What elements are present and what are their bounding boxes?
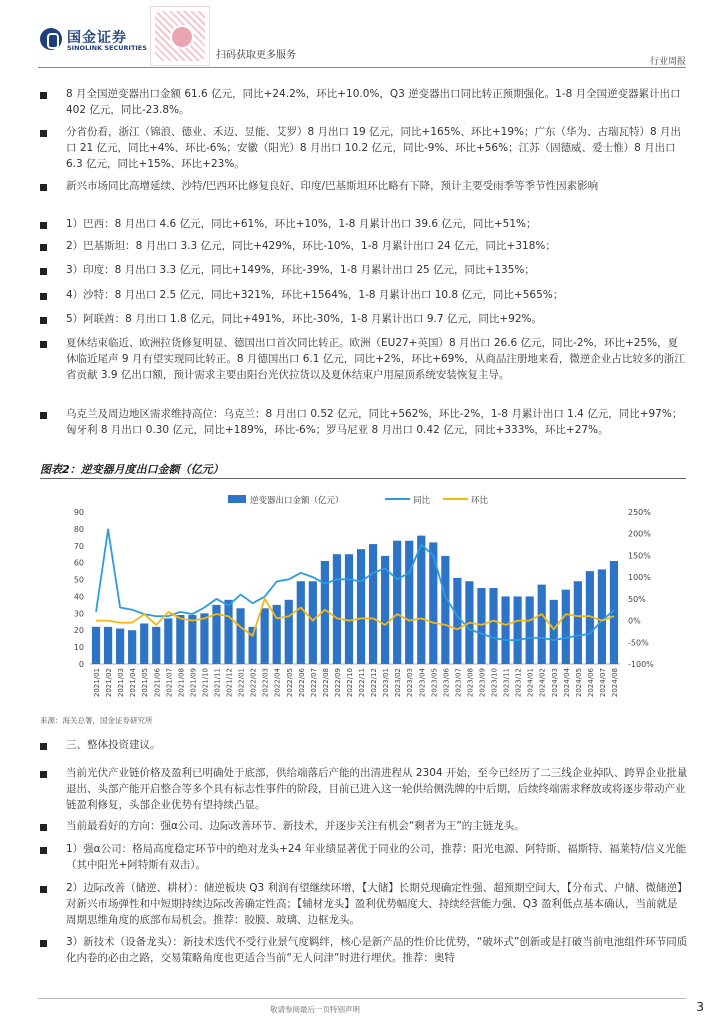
bar (345, 554, 353, 664)
export-chart (40, 482, 686, 707)
x-axis-tick: 2022/01 (237, 668, 246, 698)
x-axis-tick: 2022/04 (273, 668, 282, 698)
x-axis-tick: 2021/07 (165, 668, 174, 698)
footer-disclaimer: 敬请参阅最后一页特别声明 (270, 1005, 360, 1014)
qr-code-icon[interactable] (150, 6, 210, 66)
bullet-text: 当前光伏产业链价格及盈利已明确处于底部，供给端落后产能的出清进程从 2304 开始，至今已经历了二三线企业掉队、跨界企业批量退出、头部产能开启整合等多个具有标志性事件的阶段，目前已进入这一轮供给侧洗牌的中后期，后续终端需求释放或将逐步带动产业链盈利修复，头部企业优势有望持续凸显。 (66, 767, 688, 811)
x-axis-tick: 2022/07 (309, 668, 318, 698)
bar (501, 596, 509, 664)
logo-text-cn: 国金证券 (67, 30, 127, 46)
right-axis-tick: 100% (628, 573, 651, 583)
left-axis-tick: 70 (73, 541, 84, 551)
x-axis-tick: 2023/07 (454, 668, 463, 698)
left-axis-tick: 10 (73, 643, 84, 653)
bar (333, 554, 341, 664)
x-axis-tick: 2021/09 (189, 668, 198, 698)
x-axis-tick: 2021/08 (177, 668, 186, 698)
bar (417, 536, 425, 664)
bullet-text: 1）巴西：8 月出口 4.6 亿元，同比+61%，环比+10%，1-8 月累计出口 39.6 亿元，同比+51%； (66, 218, 537, 230)
bar (104, 627, 112, 664)
bar (574, 581, 582, 664)
right-axis-tick: 250% (628, 508, 651, 517)
x-axis-tick: 2023/09 (478, 668, 487, 698)
bar (152, 627, 160, 664)
bar (562, 590, 570, 664)
bullet-text: 夏休结束临近、欧洲拉货修复明显、德国出口首次同比转正。欧洲（EU27+英国）8 月出口 26.6 亿元，同比-2%，环比+25%，夏休临近尾声 9 月有望实现同比转正。8 月德国出口 6.1 亿元，同比+2%，环比+69%，从商品注册地来看，微逆企业占比较多的浙江省贡献 3.9 亿出口额，预计需求主要由阳台光伏拉货以及夏休结束户用屋顶系统安装恢复主导。 (66, 337, 685, 381)
left-axis-tick: 0 (78, 660, 84, 669)
x-axis-tick: 2023/01 (382, 668, 391, 698)
bar (164, 618, 172, 664)
left-axis-tick: 40 (73, 592, 84, 602)
bar (200, 613, 208, 664)
bullet-text: 1）强α公司：格局高度稳定环节中的绝对龙头+24 年业绩显著优于同业的公司，推荐：阳光电源、阿特斯、福斯特、福莱特/信义光能（其中阳光+阿特斯有双击）。 (66, 843, 687, 871)
bar (116, 629, 124, 664)
bar (489, 588, 497, 664)
x-axis-tick: 2022/10 (345, 668, 354, 698)
bullet-text: 3）印度：8 月出口 3.3 亿元，同比+149%，环比-39%，1-8 月累计出口 25 亿元，同比+135%； (66, 264, 535, 276)
x-axis-tick: 2023/02 (394, 668, 403, 698)
report-type: 行业周报 (649, 57, 686, 67)
bar (393, 541, 401, 664)
x-axis-tick: 2022/06 (297, 668, 306, 698)
bar (297, 581, 305, 664)
company-logo-icon (40, 28, 62, 50)
bar (285, 600, 293, 664)
left-axis-tick: 20 (73, 626, 84, 636)
bar (526, 596, 534, 664)
x-axis-tick: 2022/02 (249, 668, 258, 698)
bullet-text: 乌克兰及周边地区需求维持高位：乌克兰：8 月出口 0.52 亿元，同比+562%，环比-2%，1-8 月累计出口 1.4 亿元，同比+97%；匈牙利 8 月出口 0.30 亿元，同比+189%，环比-6%；罗马尼亚 8 月出口 0.42 亿元，同比+333%，环比+27%。 (66, 408, 683, 436)
x-axis-tick: 2024/07 (598, 668, 607, 698)
x-axis-tick: 2021/03 (117, 668, 126, 698)
x-axis-tick: 2024/03 (550, 668, 559, 698)
bar (261, 608, 269, 664)
bullet-text: 4）沙特：8 月出口 2.5 亿元，同比+321%，环比+1564%，1-8 月累计出口 10.8 亿元，同比+565%； (66, 289, 564, 301)
x-axis-tick: 2021/01 (93, 668, 102, 698)
right-axis-tick: 150% (628, 551, 651, 561)
x-axis-tick: 2024/04 (562, 668, 571, 698)
x-axis-tick: 2021/05 (141, 668, 150, 698)
legend-label: 环比 (471, 496, 489, 506)
page-number: 3 (696, 1000, 704, 1014)
legend-swatch-bar (228, 495, 246, 503)
bar (128, 630, 136, 664)
x-axis-tick: 2021/11 (213, 668, 222, 698)
bar (369, 544, 377, 664)
x-axis-tick: 2023/11 (502, 668, 511, 698)
x-axis-tick: 2024/05 (574, 668, 583, 698)
bar (441, 556, 449, 664)
bullet-text: 5）阿联酋：8 月出口 1.8 亿元，同比+491%，环比-30%，1-8 月累计出口 9.7 亿元，同比+92%。 (66, 313, 543, 325)
left-axis-tick: 30 (73, 609, 84, 619)
x-axis-tick: 2023/05 (430, 668, 439, 698)
bullet-text: 分省份看，浙江（锦浪、德业、禾迈、昱能、艾罗）8 月出口 19 亿元，同比+165%、环比+19%；广东（华为、古瑞瓦特）8 月出口 21 亿元，同比+4%、环比-6%；安徽（阳光）8 月出口 10.2 亿元，同比-9%、环比+56%；江苏（固德威、爱士惟）8 月出口 6.3 亿元，同比+15%、环比+23%。 (66, 126, 682, 170)
right-axis-tick: -100% (628, 660, 654, 669)
bar (224, 600, 232, 664)
logo-text-en: SINOLINK SECURITIES (67, 44, 147, 52)
series-line (96, 599, 614, 636)
left-axis-tick: 60 (73, 558, 84, 568)
x-axis-tick: 2022/05 (285, 668, 294, 698)
right-axis-tick: -50% (628, 638, 649, 648)
bar (514, 596, 522, 664)
x-axis-tick: 2023/04 (418, 668, 427, 698)
bullet-text: 三、整体投资建议。 (66, 739, 161, 751)
x-axis-tick: 2021/06 (153, 668, 162, 698)
bar (453, 578, 461, 664)
x-axis-tick: 2023/10 (490, 668, 499, 698)
page-header (0, 0, 724, 66)
bullet-text: 8 月全国逆变器出口金额 61.6 亿元，同比+24.2%，环比+10.0%，Q3 逆变器出口同比转正预期强化。1-8 月全国逆变器累计出口 402 亿元，同比-23.8%。 (66, 88, 681, 116)
left-axis-tick: 80 (73, 524, 84, 534)
x-axis-tick: 2021/02 (105, 668, 114, 698)
bullet-text: 当前最看好的方向：强α公司、边际改善环节、新技术，并逐步关注有机会“剩者为王”的主链龙头。 (66, 820, 525, 832)
bar (309, 581, 317, 664)
bullet-text: 2）边际改善（储逆、耕材）：储逆板块 Q3 利润有望继续环增，【大储】长期兑现确定性强、超预期空间大，【分布式、户储、微储逆】对新兴市场弹性和中短期持续边际改善确定性高；【辅材龙头】盈利优势幅度大、持续经营能力强、Q3 盈利低点基本确认，当前就是周期思维角度的底部布局机会。推荐：胶膜、玻璃、边框龙头。 (66, 882, 688, 926)
x-axis-tick: 2024/02 (538, 668, 547, 698)
x-axis-tick: 2022/09 (333, 668, 342, 698)
x-axis-tick: 2023/03 (406, 668, 415, 698)
x-axis-tick: 2024/08 (610, 668, 619, 698)
x-axis-tick: 2022/08 (321, 668, 330, 698)
x-axis-tick: 2022/11 (358, 668, 367, 698)
bar (236, 608, 244, 664)
bullet-text: 2）巴基斯坦：8 月出口 3.3 亿元，同比+429%，环比-10%，1-8 月累计出口 24 亿元，同比+318%； (66, 240, 556, 252)
x-axis-tick: 2023/12 (514, 668, 523, 698)
x-axis-tick: 2021/10 (201, 668, 210, 698)
series-line (96, 529, 614, 640)
figure-title: 图表2：逆变器月度出口金额（亿元） (40, 463, 224, 476)
bar (176, 615, 184, 664)
bar (429, 542, 437, 664)
legend-label: 逆变器出口金额（亿元） (250, 496, 344, 506)
x-axis-tick: 2022/12 (370, 668, 379, 698)
bar (405, 541, 413, 664)
x-axis-tick: 2021/04 (129, 668, 138, 698)
bar (477, 588, 485, 664)
x-axis-tick: 2022/03 (261, 668, 270, 698)
left-axis-tick: 50 (73, 575, 84, 585)
bar (598, 569, 606, 664)
x-axis-tick: 2024/01 (526, 668, 535, 698)
header-divider (38, 67, 686, 68)
left-axis-tick: 90 (73, 508, 84, 517)
bullet-text: 新兴市场同比高增延续、沙特/巴西环比修复良好、印度/巴基斯坦环比略有下降，预计主要受雨季等季节性因素影响 (66, 180, 599, 192)
x-axis-tick: 2021/12 (225, 668, 234, 698)
bar (188, 615, 196, 664)
figure-divider (40, 478, 686, 479)
bar (92, 627, 100, 664)
x-axis-tick: 2024/06 (586, 668, 595, 698)
bar (357, 549, 365, 664)
x-axis-tick: 2023/06 (442, 668, 451, 698)
right-axis-tick: 50% (628, 594, 646, 604)
x-axis-tick: 2023/08 (466, 668, 475, 698)
right-axis-tick: 200% (628, 529, 651, 539)
bar (140, 623, 148, 664)
legend-label: 同比 (413, 496, 431, 506)
bar (249, 627, 257, 664)
footer-divider (38, 998, 686, 999)
qr-caption: 扫码获取更多服务 (216, 50, 296, 61)
bar (550, 600, 558, 664)
bar (538, 585, 546, 664)
figure-source: 来源：海关总署，国金证券研究所 (40, 716, 153, 725)
bullet-text: 3）新技术（设备龙头）：新技术迭代不受行业景气度羁绊，核心是新产品的性价比优势，“破坏式”创新或是打破当前电池组件环节同质化内卷的必由之路，交易策略角度也更适合当前“无人问津”时进行埋伏。推荐：奥特 (66, 936, 688, 964)
right-axis-tick: 0% (628, 616, 641, 626)
